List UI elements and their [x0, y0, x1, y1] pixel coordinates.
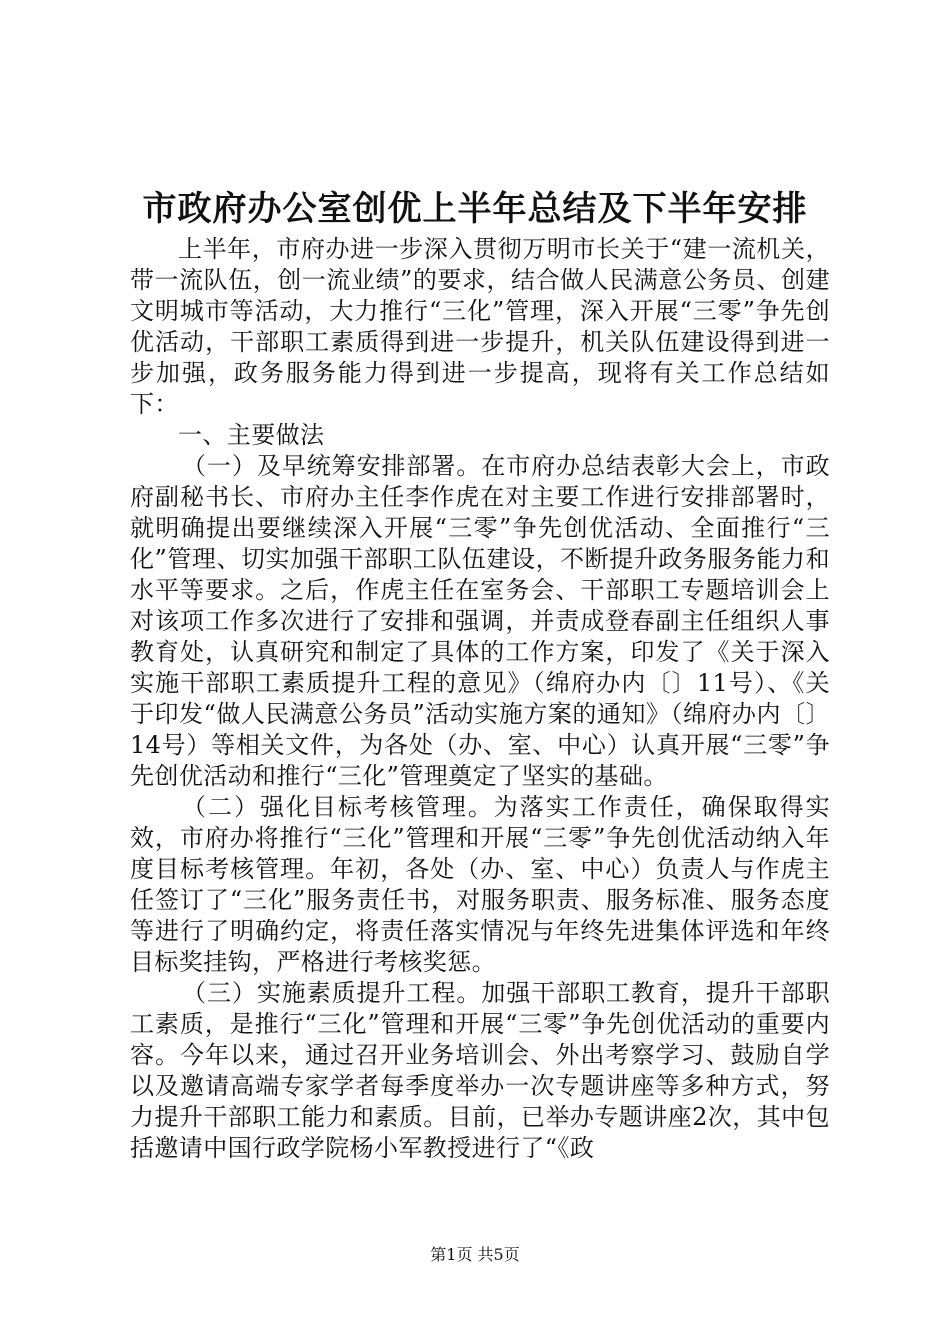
- document-body: [130, 234, 830, 1164]
- paragraph-item-1: （一）及早统筹安排部署。在市府办总结表彰大会上，市政府副秘书长、市府办主任李作虎在对主要工作进行安排部署时，就明确提出要继续深入开展“三零”争先创优活动、全面推行“三化”管理、切实加强干部职工队伍建设，不断提升政务服务能力和水平等要求。之后，作虎主任在室务会、干部职工专题培训会上对该项工作多次进行了安排和强调，并责成登春副主任组织人事教育处，认真研究和制定了具体的工作方案，印发了《关于深入实施干部职工素质提升工程的意见》（绵府办内〔〕11号）、《关于印发“做人民满意公务员”活动实施方案的通知》（绵府办内〔〕14号）等相关文件，为各处（办、室、中心）认真开展“三零”争先创优活动和推行“三化”管理奠定了坚实的基础。: [130, 452, 830, 790]
- intro-paragraph: 上半年，市府办进一步深入贯彻万明市长关于“建一流机关，带一流队伍，创一流业绩”的要求，结合做人民满意公务员、创建文明城市等活动，大力推行“三化”管理，深入开展“三零”争先创优活动，干部职工素质得到进一步提升，机关队伍建设得到进一步加强，政务服务能力得到进一步提高，现将有关工作总结如下：: [130, 235, 830, 418]
- paragraph-item-2: （二）强化目标考核管理。为落实工作责任，确保取得实效，市府办将推行“三化”管理和开展“三零”争先创优活动纳入年度目标考核管理。年初，各处（办、室、中心）负责人与作虎主任签订了“三化”服务责任书，对服务职责、服务标准、服务态度等进行了明确约定，将责任落实情况与年终先进集体评选和年终目标奖挂钩，严格进行考核奖惩。: [130, 793, 830, 976]
- page-number-footer: 第1页 共5页: [430, 1245, 520, 1264]
- section-heading-main-practices: 一、主要做法: [178, 421, 325, 449]
- document-title: 市政府办公室创优上半年总结及下半年安排: [142, 189, 808, 229]
- paragraph-item-3: （三）实施素质提升工程。加强干部职工教育，提升干部职工素质，是推行“三化”管理和开展“三零”争先创优活动的重要内容。今年以来，通过召开业务培训会、外出考察学习、鼓励自学以及邀请高端专家学者每季度举办一次专题讲座等多种方式，努力提升干部职工能力和素质。目前，已举办专题讲座2次，其中包括邀请中国行政学院杨小军教授进行了“《政: [130, 979, 830, 1162]
